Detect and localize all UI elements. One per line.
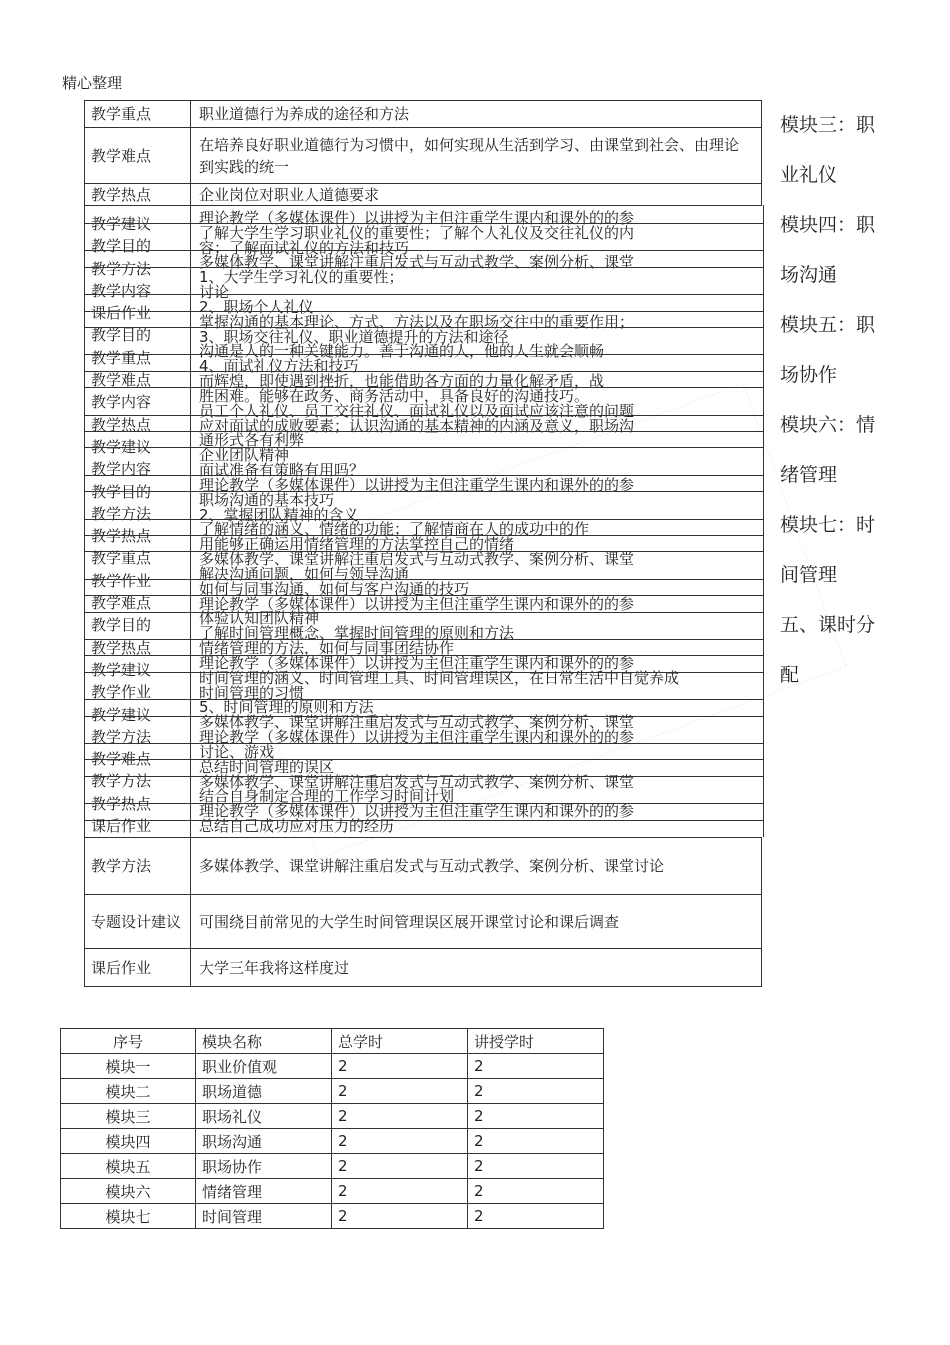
cell: 2	[468, 1104, 604, 1129]
cell: 2	[332, 1104, 468, 1129]
side-line: 场沟通	[780, 264, 838, 286]
overlap-text: 多媒体教学、课堂讲解注重启发式与互动式教学、案例分析、课堂	[199, 253, 635, 272]
overlap-label: 教学作业	[91, 683, 152, 702]
overlap-label: 教学方法	[91, 772, 152, 791]
cell: 模块三	[61, 1104, 196, 1129]
row-divider	[85, 354, 763, 355]
overlap-label: 教学热点	[91, 638, 152, 657]
row-divider	[85, 519, 763, 520]
header-cell: 序号	[61, 1029, 196, 1054]
cell: 模块二	[61, 1079, 196, 1104]
overlap-text: 4、面试礼仪方法和技巧	[199, 357, 359, 376]
cell: 模块一	[61, 1054, 196, 1079]
row-label: 教学重点	[85, 101, 191, 127]
header-cell: 总学时	[332, 1029, 468, 1054]
side-module-list	[780, 100, 890, 700]
page-header: 精心整理	[62, 74, 123, 92]
row-divider	[85, 475, 763, 476]
cell: 2	[468, 1054, 604, 1079]
row-value: 企业岗位对职业人道德要求	[199, 185, 380, 204]
row-divider	[85, 371, 763, 372]
row-label: 教学难点	[85, 128, 191, 183]
overlap-label: 教学目的	[91, 237, 152, 256]
overlap-label: 教学热点	[91, 794, 152, 813]
side-line: 模块四：职	[780, 214, 876, 236]
cell: 2	[468, 1179, 604, 1204]
row-divider	[85, 327, 763, 328]
overlap-label: 教学难点	[91, 594, 152, 613]
side-line: 间管理	[780, 564, 838, 586]
cell: 情绪管理	[196, 1179, 332, 1204]
overlap-text: 总结时间管理的误区	[199, 757, 335, 776]
overlap-label: 教学内容	[91, 281, 152, 300]
overlap-text: 掌握沟通的基本理论、方式、方法以及在职场交往中的重要作用；	[199, 312, 635, 331]
cell: 职场协作	[196, 1154, 332, 1179]
overlap-label: 教学难点	[91, 750, 152, 769]
cell: 2	[332, 1179, 468, 1204]
row-label: 教学热点	[85, 184, 191, 205]
syllabus-table-top	[84, 100, 762, 206]
row-divider	[85, 551, 763, 552]
overlap-text: 沟通是人的一种关键能力。善于沟通的人，他的人生就会顺畅	[199, 342, 605, 361]
overlap-label: 教学方法	[91, 727, 152, 746]
overlap-text: 时间管理的习惯	[199, 683, 305, 702]
cell: 2	[332, 1079, 468, 1104]
overlap-text: 结合自身制定合理的工作学习时间计划	[199, 787, 455, 806]
overlap-label: 课后作业	[91, 304, 152, 323]
overlap-label: 教学内容	[91, 393, 152, 412]
overlap-label: 教学目的	[91, 326, 152, 345]
overlap-label: 教学难点	[91, 371, 152, 390]
header-cell: 讲授学时	[468, 1029, 604, 1054]
side-line: 场协作	[780, 364, 838, 386]
row-divider	[85, 595, 763, 596]
overlap-text: 1、大学生学习礼仪的重要性；	[199, 268, 404, 287]
row-divider	[85, 415, 763, 416]
row-divider	[85, 447, 763, 448]
side-line: 模块六：情	[780, 414, 876, 436]
cell: 模块五	[61, 1154, 196, 1179]
cell: 2	[332, 1054, 468, 1079]
side-line: 模块五：职	[780, 314, 876, 336]
row-divider	[85, 820, 763, 821]
overlap-label: 教学内容	[91, 460, 152, 479]
row-divider	[85, 612, 763, 613]
overlap-text: 理论教学（多媒体课件）以讲授为主但注重学生课内和课外的的参	[199, 209, 635, 227]
row-label: 专题设计建议	[85, 895, 191, 948]
row-divider	[85, 535, 763, 536]
row-divider	[85, 639, 763, 640]
cell: 时间管理	[196, 1204, 332, 1229]
table-row	[61, 1104, 604, 1129]
overlap-label: 教学热点	[91, 527, 152, 546]
row-divider	[85, 655, 763, 656]
row-divider	[85, 491, 763, 492]
row-divider	[85, 387, 763, 388]
cell: 模块四	[61, 1129, 196, 1154]
overlap-text: 面试准备有策略有用吗？	[199, 461, 365, 480]
side-line: 模块三：职	[780, 114, 876, 136]
overlap-label: 教学重点	[91, 549, 152, 568]
cell: 职业价值观	[196, 1054, 332, 1079]
row-divider	[85, 267, 763, 268]
table-row	[84, 128, 762, 184]
row-label: 课后作业	[85, 949, 191, 986]
cell: 模块七	[61, 1204, 196, 1229]
row-divider	[85, 743, 763, 744]
side-line: 模块七：时	[780, 514, 876, 536]
overlap-text: 体验认知团队精神	[199, 609, 320, 628]
row-divider	[85, 431, 763, 432]
row-value: 大学三年我将这样度过	[199, 958, 350, 977]
header-cell: 模块名称	[196, 1029, 332, 1054]
row-divider	[85, 294, 763, 295]
overlap-text: 多媒体教学、课堂讲解注重启发式与互动式教学、案例分析、课堂	[199, 550, 635, 569]
overlap-text: 解决沟通问题，如何与领导沟通	[199, 564, 410, 583]
cell: 2	[468, 1129, 604, 1154]
overlap-label: 教学重点	[91, 348, 152, 367]
overlap-text: 用能够正确运用情绪管理的方法掌控自己的情绪	[199, 535, 515, 554]
overlap-text: 2、职场个人礼仪	[199, 297, 314, 316]
overlap-text: 理论教学（多媒体课件）以讲授为主但注重学生课内和课外的的参	[199, 594, 635, 613]
cell: 2	[332, 1204, 468, 1229]
overlap-label: 教学建议	[91, 705, 152, 724]
overlap-text: 讨论	[199, 283, 230, 302]
row-divider	[85, 759, 763, 760]
overlap-label: 教学热点	[91, 415, 152, 434]
row-value: 可围绕目前常见的大学生时间管理误区展开课堂讨论和课后调查	[199, 912, 620, 931]
overlap-text: 了解时间管理概念、掌握时间管理的原则和方法	[199, 624, 515, 643]
table-row	[61, 1129, 604, 1154]
table-row	[84, 184, 762, 206]
overlap-text: 而辉煌，即使遇到挫折，也能借助各方面的力量化解矛盾，战	[199, 372, 605, 391]
overlap-label: 教学方法	[91, 259, 152, 278]
row-label: 教学方法	[85, 838, 191, 894]
row-divider	[85, 699, 763, 700]
overlap-label: 教学目的	[91, 482, 152, 501]
side-line: 业礼仪	[780, 164, 838, 186]
table-row	[84, 895, 762, 949]
overlap-text: 理论教学（多媒体课件）以讲授为主但注重学生课内和课外的的参	[199, 728, 635, 747]
overlap-text: 应对面试的成败要素；认识沟通的基本精神的内涵及意义，职场沟	[199, 416, 635, 435]
row-divider	[85, 803, 763, 804]
side-line: 五、课时分	[780, 614, 876, 636]
row-divider	[85, 311, 763, 312]
overlap-label: 教学建议	[91, 437, 152, 456]
overlap-text: 时间管理的涵义、时间管理工具、时间管理误区，在日常生活中自觉养成	[199, 668, 680, 687]
overlap-text: 多媒体教学、课堂讲解注重启发式与互动式教学、案例分析、课堂	[199, 772, 635, 791]
table-row	[61, 1054, 604, 1079]
row-value: 多媒体教学、课堂讲解注重启发式与互动式教学、案例分析、课堂讨论	[199, 857, 665, 875]
overlap-label: 教学建议	[91, 660, 152, 679]
row-divider	[85, 250, 763, 251]
overlap-text: 理论教学（多媒体课件）以讲授为主但注重学生课内和课外的的参	[199, 802, 635, 821]
side-line: 配	[780, 664, 800, 686]
row-divider	[85, 579, 763, 580]
table-row	[84, 837, 762, 895]
table-row	[61, 1079, 604, 1104]
overlap-text: 职场沟通的基本技巧	[199, 490, 335, 509]
overlap-text: 情绪管理的方法，如何与同事团结协作	[199, 639, 455, 658]
overlapping-text-block	[84, 205, 764, 837]
overlap-label: 教学方法	[91, 504, 152, 523]
overlap-text: 多媒体教学、课堂讲解注重启发式与互动式教学、案例分析、课堂	[199, 713, 635, 732]
overlap-text: 理论教学（多媒体课件）以讲授为主但注重学生课内和课外的的参	[199, 653, 635, 672]
overlap-text: 了解情绪的涵义、情绪的功能；了解情商在人的成功中的作	[199, 520, 590, 539]
overlap-label: 课后作业	[91, 817, 152, 835]
hours-table	[60, 1028, 604, 1229]
table-row	[84, 949, 762, 987]
row-divider	[85, 716, 763, 717]
overlap-text: 总结自己成功应对压力的经历	[199, 817, 395, 835]
cell: 职场道德	[196, 1079, 332, 1104]
side-line: 绪管理	[780, 464, 838, 486]
overlap-text: 企业团队精神	[199, 446, 290, 465]
overlap-text: 员工个人礼仪、员工交往礼仪、面试礼仪以及面试应该注意的问题	[199, 401, 635, 420]
overlap-text: 2、掌握团队精神的含义	[199, 505, 359, 524]
overlap-label: 教学作业	[91, 571, 152, 590]
overlap-text: 如何与同事沟通、如何与客户沟通的技巧	[199, 579, 470, 598]
row-value: 职业道德行为养成的途径和方法	[199, 105, 410, 123]
table-row	[61, 1179, 604, 1204]
table-row	[84, 100, 762, 128]
syllabus-table-bottom	[84, 837, 762, 987]
row-divider	[85, 223, 763, 224]
row-divider	[85, 672, 763, 673]
cell: 2	[332, 1129, 468, 1154]
overlap-text: 5、时间管理的原则和方法	[199, 698, 374, 717]
overlap-text: 容；了解面试礼仪的方法和技巧	[199, 238, 410, 257]
table-row	[61, 1154, 604, 1179]
row-divider	[85, 776, 763, 777]
table-row	[61, 1204, 604, 1229]
overlap-text: 通形式各有利弊	[199, 431, 305, 450]
cell: 2	[468, 1079, 604, 1104]
overlap-text: 胜困难。能够在政务、商务活动中，具备良好的沟通技巧。	[199, 386, 590, 405]
overlap-text: 3、职场交往礼仪、职业道德提升的方法和途径	[199, 327, 509, 346]
cell: 模块六	[61, 1179, 196, 1204]
overlap-text: 了解大学生学习职业礼仪的重要性；了解个人礼仪及交往礼仪的内	[199, 223, 635, 242]
overlap-label: 教学目的	[91, 616, 152, 635]
overlap-label: 教学建议	[91, 215, 152, 233]
overlap-text: 理论教学（多媒体课件）以讲授为主但注重学生课内和课外的的参	[199, 475, 635, 494]
cell: 职场沟通	[196, 1129, 332, 1154]
row-value: 在培养良好职业道德行为习惯中，如何实现从生活到学习、由课堂到社会、由理论到实践的统一	[199, 135, 740, 176]
cell: 2	[332, 1154, 468, 1179]
overlap-text: 讨论、游戏	[199, 742, 275, 761]
table-header-row	[61, 1029, 604, 1054]
cell: 职场礼仪	[196, 1104, 332, 1129]
cell: 2	[468, 1154, 604, 1179]
cell: 2	[468, 1204, 604, 1229]
